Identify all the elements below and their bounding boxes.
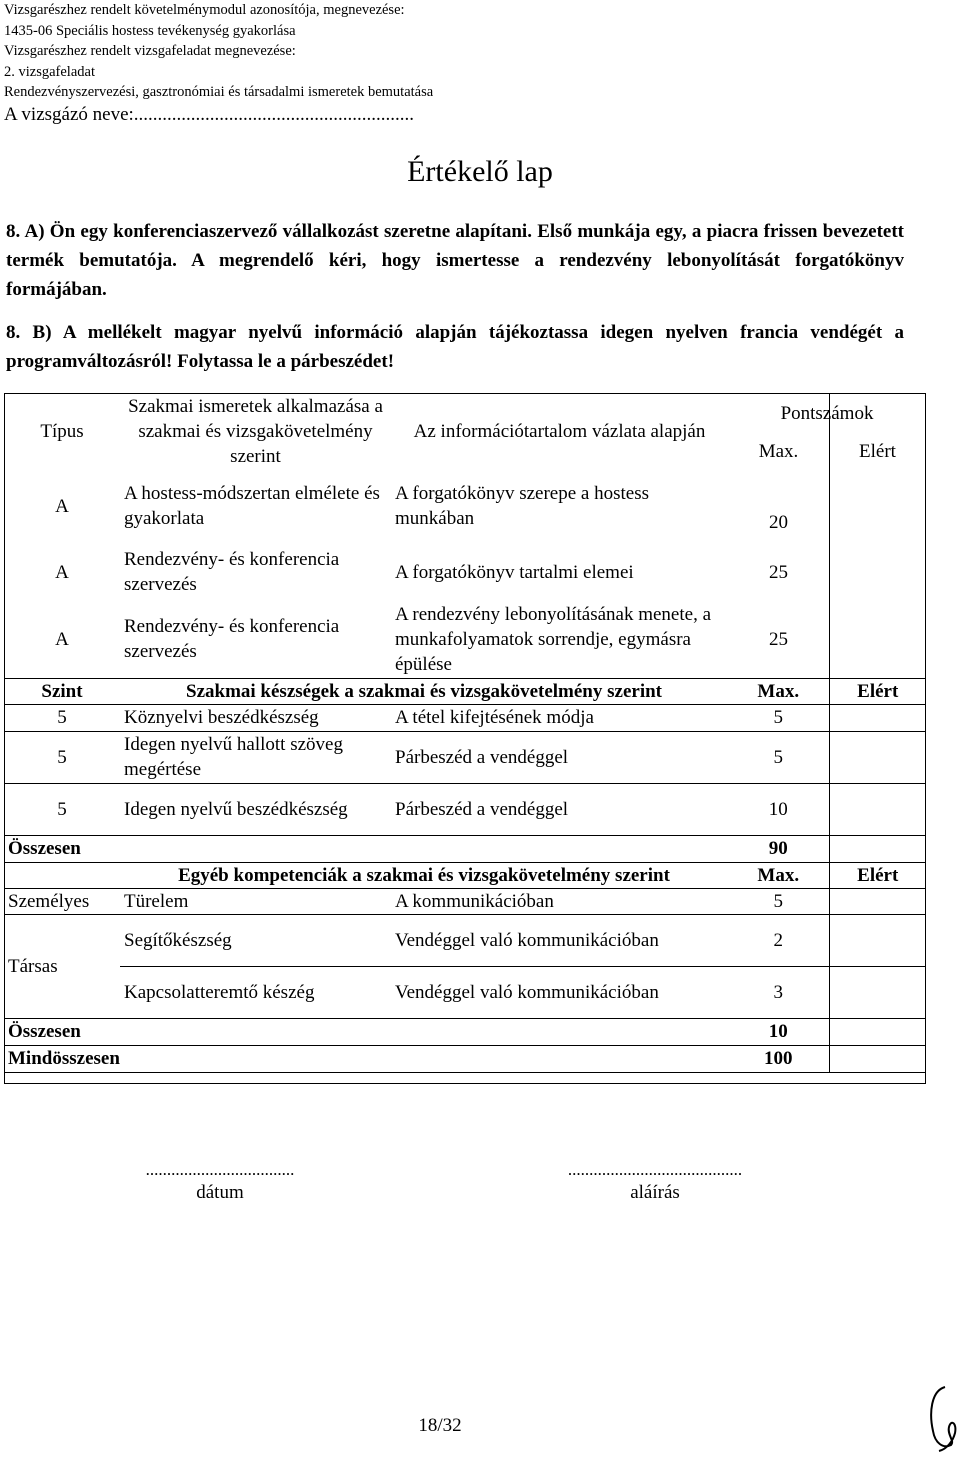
header-line: 1435-06 Speciális hostess tevékenység gyakorlása bbox=[4, 22, 296, 39]
table-row: Társas Segítőkészség Vendéggel való kommunikációban 2 bbox=[4, 914, 926, 966]
elert-cell bbox=[829, 966, 926, 1018]
elert-cell bbox=[829, 601, 926, 678]
evaluation-table: Típus Szakmai ismeretek alkalmazása a szakmai és vizsgakövetelmény szerint Az információtartalom vázlata alapján Pontszámok Max. Elért A A hostess-módszertan elmélete és gyakorlata A forgatókönyv szerepe a hostess munkában 20 A Rendezvény- és konferencia szervezés A forgatókönyv tartalmi elemei 25 A Rendezvény- és konferencia szervezés A rendezvény lebonyolításának menete, a munkafolyamatok sorrendje, egymásra épülése 25 Szint Szakmai készségek a szakmai és vizsgakövetelmény szerint Max. Elért 5 Köznyelvi beszédkészség A tétel kifejtésének módja 5 5 Idegen nyelvű hallott szöveg megértése Párbeszéd a vendéggel 5 5 Idegen nyelvű beszédkészség Párbeszéd a vendéggel 10 Összesen 90 Egyéb kompetenciák a szakmai és vizsgakövetelmény szerint Max. Elért Személyes Türelem A kommunikációban 5 Társas Segítőkészség Vendéggel való kommunikációban 2 Kapcsolatteremtő készég Vendéggel való kommunikációban 3 Összesen 10 Mindösszesen 100 bbox=[4, 393, 926, 1073]
page-number: 18/32 bbox=[418, 1415, 462, 1436]
table-row: 5 Idegen nyelvű beszédkészség Párbeszéd a vendéggel 10 bbox=[4, 783, 926, 835]
header-info: Az információtartalom vázlata alapján bbox=[413, 420, 706, 442]
elert-column-line bbox=[829, 393, 830, 687]
header-tipus: Típus bbox=[40, 420, 84, 442]
subtotal-row: Összesen 90 bbox=[4, 835, 926, 862]
total-row: Mindösszesen 100 bbox=[4, 1045, 926, 1072]
sign-signature-block: ......................................... aláírás bbox=[520, 1160, 790, 1204]
header-egyeb: Egyéb kompetenciák a szakmai és vizsgakövetelmény szerint bbox=[120, 862, 728, 888]
elert-cell bbox=[829, 469, 926, 543]
candidate-name-line: A vizsgázó neve:........................................................... bbox=[4, 104, 415, 125]
table-row: Személyes Türelem A kommunikációban 5 bbox=[4, 888, 926, 914]
sign-label: aláírás bbox=[630, 1182, 680, 1203]
header-line: Vizsgarészhez rendelt követelménymodul azonosítója, megnevezése: bbox=[4, 2, 405, 18]
table-row: 5 Idegen nyelvű hallott szöveg megértése Párbeszéd a vendéggel 5 bbox=[4, 731, 926, 783]
date-signature-block: ................................... dátum bbox=[85, 1160, 355, 1204]
page-title: Értékelő lap bbox=[407, 155, 553, 188]
header-max: Max. bbox=[758, 440, 799, 462]
header-elert: Elért bbox=[859, 440, 896, 462]
task-a: 8. A) Ön egy konferenciaszervező vállalkozást szeretne alapítani. Első munkája egy, a piacra frissen bevezetett termék bemutatója. A megrendelő kéri, hogy ismertesse a rendezvény lebonyolítását forgatókönyv formájában. bbox=[6, 221, 904, 300]
header-keszsegek: Szakmai készségek a szakmai és vizsgakövetelmény szerint bbox=[120, 678, 728, 704]
elert-cell bbox=[829, 1045, 926, 1072]
table-row: A Rendezvény- és konferencia szervezés A rendezvény lebonyolításának menete, a munkafolyamatok sorrendje, egymásra épülése 25 bbox=[4, 601, 926, 678]
elert-cell bbox=[829, 1018, 926, 1045]
elert-cell bbox=[829, 704, 926, 731]
elert-cell bbox=[829, 914, 926, 966]
elert-cell bbox=[829, 888, 926, 914]
subtotal-row: Összesen 10 bbox=[4, 1018, 926, 1045]
header-line: Rendezvényszervezési, gasztronómiai és társadalmi ismeretek bemutatása bbox=[4, 84, 434, 100]
elert-cell bbox=[829, 543, 926, 601]
elert-cell bbox=[829, 783, 926, 835]
header-szint: Szint bbox=[4, 678, 120, 704]
table-row: 5 Köznyelvi beszédkészség A tétel kifejtésének módja 5 bbox=[4, 704, 926, 731]
document-header bbox=[4, 0, 433, 103]
header-line: Vizsgarészhez rendelt vizsgafeladat megnevezése: bbox=[4, 43, 296, 59]
date-label: dátum bbox=[196, 1182, 244, 1203]
elert-cell bbox=[829, 731, 926, 783]
task-b: 8. B) A mellékelt magyar nyelvű információ alapján tájékoztassa idegen nyelven francia vendégét a programváltozásról! Folytassa le a párbeszédet! bbox=[6, 322, 904, 372]
header-line: 2. vizsgafeladat bbox=[4, 63, 95, 80]
header-szakmai: Szakmai ismeretek alkalmazása a szakmai és vizsgakövetelmény szerint bbox=[128, 395, 383, 467]
header-pontszamok: Pontszámok bbox=[780, 402, 874, 424]
table-row: Kapcsolatteremtő készég Vendéggel való kommunikációban 3 bbox=[4, 966, 926, 1018]
handwritten-signature-mark bbox=[925, 1383, 959, 1455]
table-row: A A hostess-módszertan elmélete és gyakorlata A forgatókönyv szerepe a hostess munkában 20 bbox=[4, 469, 926, 543]
elert-cell bbox=[829, 835, 926, 862]
table-row: A Rendezvény- és konferencia szervezés A forgatókönyv tartalmi elemei 25 bbox=[4, 543, 926, 601]
